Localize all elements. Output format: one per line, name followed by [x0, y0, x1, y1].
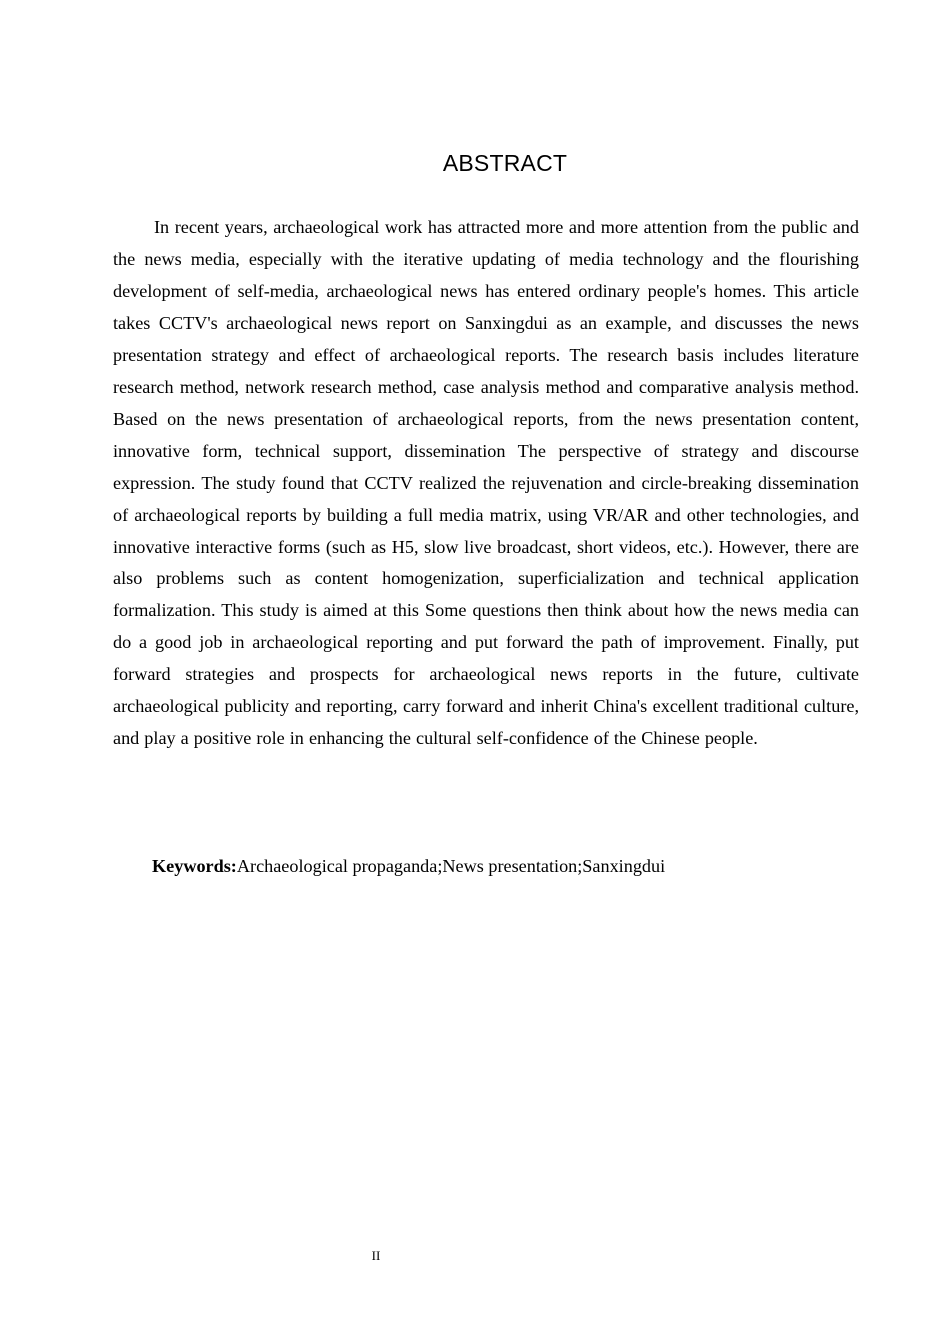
keywords-value: Archaeological propaganda;News presentation;Sanxingdui — [236, 856, 666, 876]
keywords-label: Keywords: — [152, 856, 237, 876]
page-number: II — [371, 1248, 381, 1263]
abstract-title: ABSTRACT — [442, 150, 568, 176]
keywords-line — [152, 851, 872, 882]
abstract-body: In recent years, archaeological work has attracted more and more attention from the public and the news media, especially with the iterative updating of media technology and the flourishing development of self-media, archaeological news has entered ordinary people's homes. This article takes CCTV's archaeological news report on Sanxingdui as an example, and discusses the news presentation strategy and effect of archaeological reports. The research basis includes literature research method, network research method, case analysis method and comparative analysis method. Based on the news presentation of archaeological reports, from the news presentation content, innovative form, technical support, dissemination The perspective of strategy and discourse expression. The study found that CCTV realized the rejuvenation and circle-breaking dissemination of archaeological reports by building a full media matrix, using VR/AR and other technologies, and innovative interactive forms (such as H5, slow live broadcast, short videos, etc.). However, there are also problems such as content homogenization, superficialization and technical application formalization. This study is aimed at this Some questions then think about how the news media can do a good job in archaeological reporting and put forward the path of improvement. Finally, put forward strategies and prospects for archaeological news reports in the future, cultivate archaeological publicity and reporting, carry forward and inherit China's excellent traditional culture, and play a positive role in enhancing the cultural self-confidence of the Chinese people. — [113, 217, 859, 749]
